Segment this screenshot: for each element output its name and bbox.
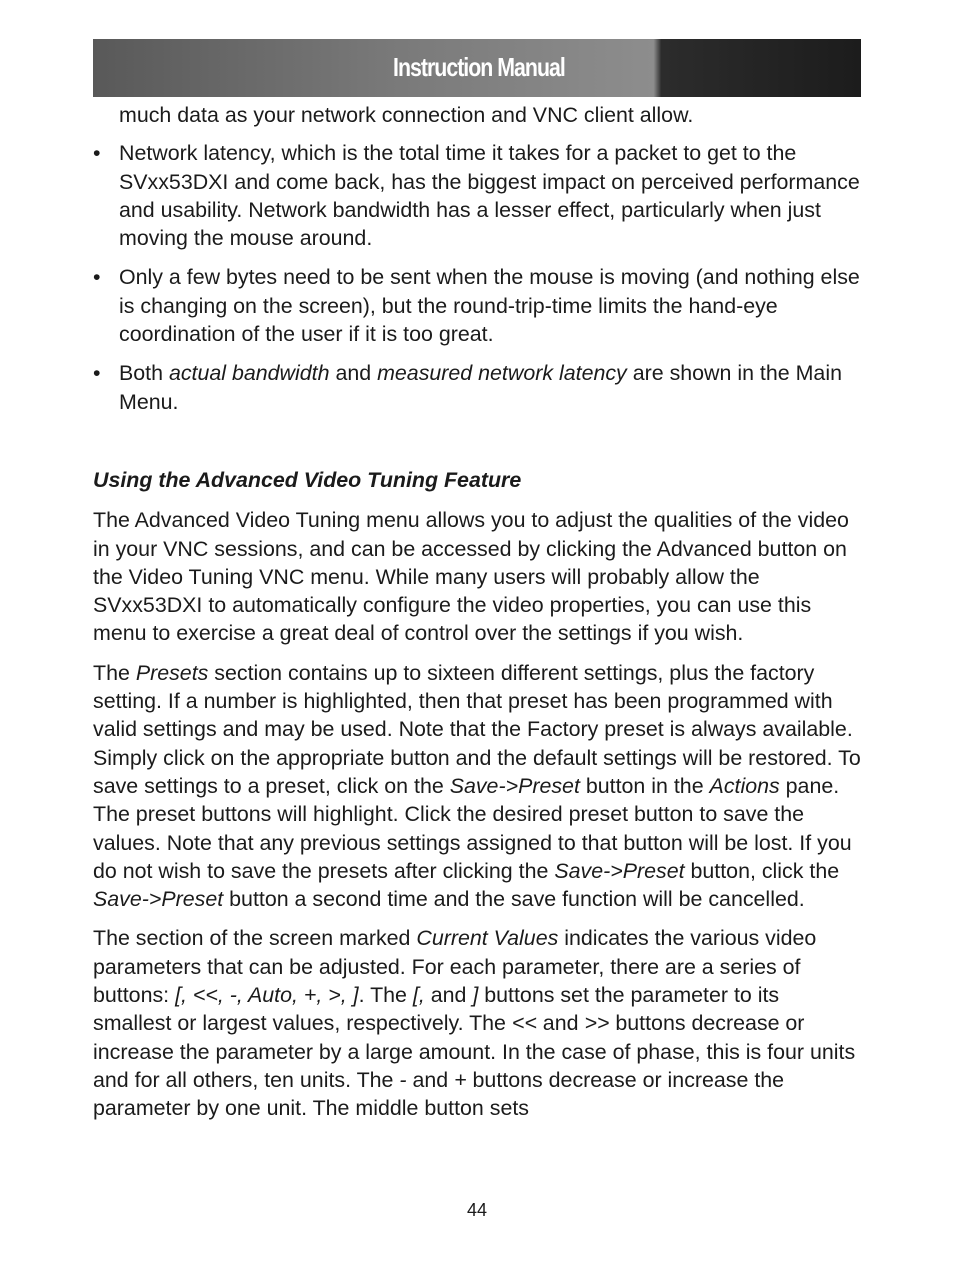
text-run: section contains up to sixteen different settings, plus the factory setting. If a number is highlighted, then that preset has been programmed with valid settings and may be used. Note that the Factory preset is always available. Simply click on the appropriate button and the default settings will be restored. To save settings to a preset, click on the [93, 660, 861, 798]
emphasis: Save->Preset [554, 858, 685, 883]
bullet-text: Network latency, which is the total time it takes for a packet to get to the SVxx53DXI and come back, has the biggest impact on perceived performance and usability. Network bandwidth has a lesser effect, particularly when just moving the mouse around. [119, 141, 860, 251]
paragraph: The Advanced Video Tuning menu allows you to adjust the qualities of the video in your VNC sessions, and can be accessed by clicking the Advanced button on the Video Tuning VNC menu. While many users will probably allow the SVxx53DXI to automatically configure the video properties, you can use this menu to exercise a great deal of control over the settings if you wish. [93, 508, 849, 646]
emphasis: Current Values [416, 926, 559, 951]
text-run: button a second time and the save function will be cancelled. [223, 887, 805, 912]
text-run: and [406, 1067, 455, 1092]
text-run: Both [119, 361, 169, 386]
text-run: button, click the [684, 858, 840, 883]
emphasis: [, [412, 983, 425, 1008]
text-run: pane. The preset buttons will highlight. Click the desired preset button to save the values. Note that any previous settings assigned to that button will be lost. If you do not wish to save the presets after clicking the [93, 773, 852, 883]
emphasis: >> [584, 1011, 610, 1036]
emphasis: - [399, 1067, 407, 1092]
text-run: buttons set the parameter to its smallest or largest values, respectively. The [93, 983, 780, 1036]
header-title: Instruction Manual [393, 52, 565, 82]
bullet-text: Only a few bytes need to be sent when the mouse is moving (and nothing else is changing on the screen), but the round-trip-time limits the hand-eye coordination of the user if it is too great. [119, 265, 860, 347]
text-run: are shown in the Main Menu. [119, 361, 842, 414]
paragraph [93, 924, 863, 1122]
emphasis: measured network latency [377, 361, 627, 386]
bullet-marker: • [93, 141, 101, 166]
text-run: indicates the various video parameters that can be adjusted. For each parameter, there are a series of buttons: [93, 926, 817, 1008]
text-run: The section of the screen marked [93, 926, 417, 951]
page-number: 44 [466, 1200, 488, 1220]
text-run: and [424, 983, 473, 1008]
emphasis: Save->Preset [449, 773, 580, 798]
bullet-item [93, 263, 863, 348]
bullet-item [93, 139, 863, 252]
emphasis: Presets [135, 660, 209, 685]
paragraph [93, 659, 863, 914]
emphasis: Save->Preset [93, 887, 224, 912]
page-content [93, 101, 863, 1134]
emphasis: [, <<, -, Auto, +, >, ] [175, 983, 359, 1008]
text-run: and [329, 361, 378, 386]
page-header [93, 39, 861, 97]
bullet-marker: • [93, 361, 101, 386]
emphasis: Actions [709, 773, 780, 798]
emphasis: + [454, 1067, 467, 1092]
text-run: buttons decrease or increase the parameter by one unit. The middle button sets [93, 1067, 785, 1121]
emphasis: ] [472, 983, 479, 1008]
text-run: buttons decrease or increase the parameter by a large amount. In the case of phase, this is four units and for all others, ten units. The [93, 1011, 856, 1092]
bullet-item [93, 359, 863, 416]
section-heading: Using the Advanced Video Tuning Feature [93, 467, 522, 492]
text-run: and [536, 1011, 585, 1036]
text-run: . The [358, 983, 413, 1008]
bullet-marker: • [93, 265, 101, 290]
text-run: The [93, 660, 136, 685]
emphasis: << [511, 1011, 537, 1036]
text-run: button in the [579, 773, 710, 798]
emphasis: actual bandwidth [168, 361, 330, 386]
bullet-text [119, 361, 842, 413]
continuation-text: much data as your network connection and VNC client allow. [119, 103, 694, 127]
